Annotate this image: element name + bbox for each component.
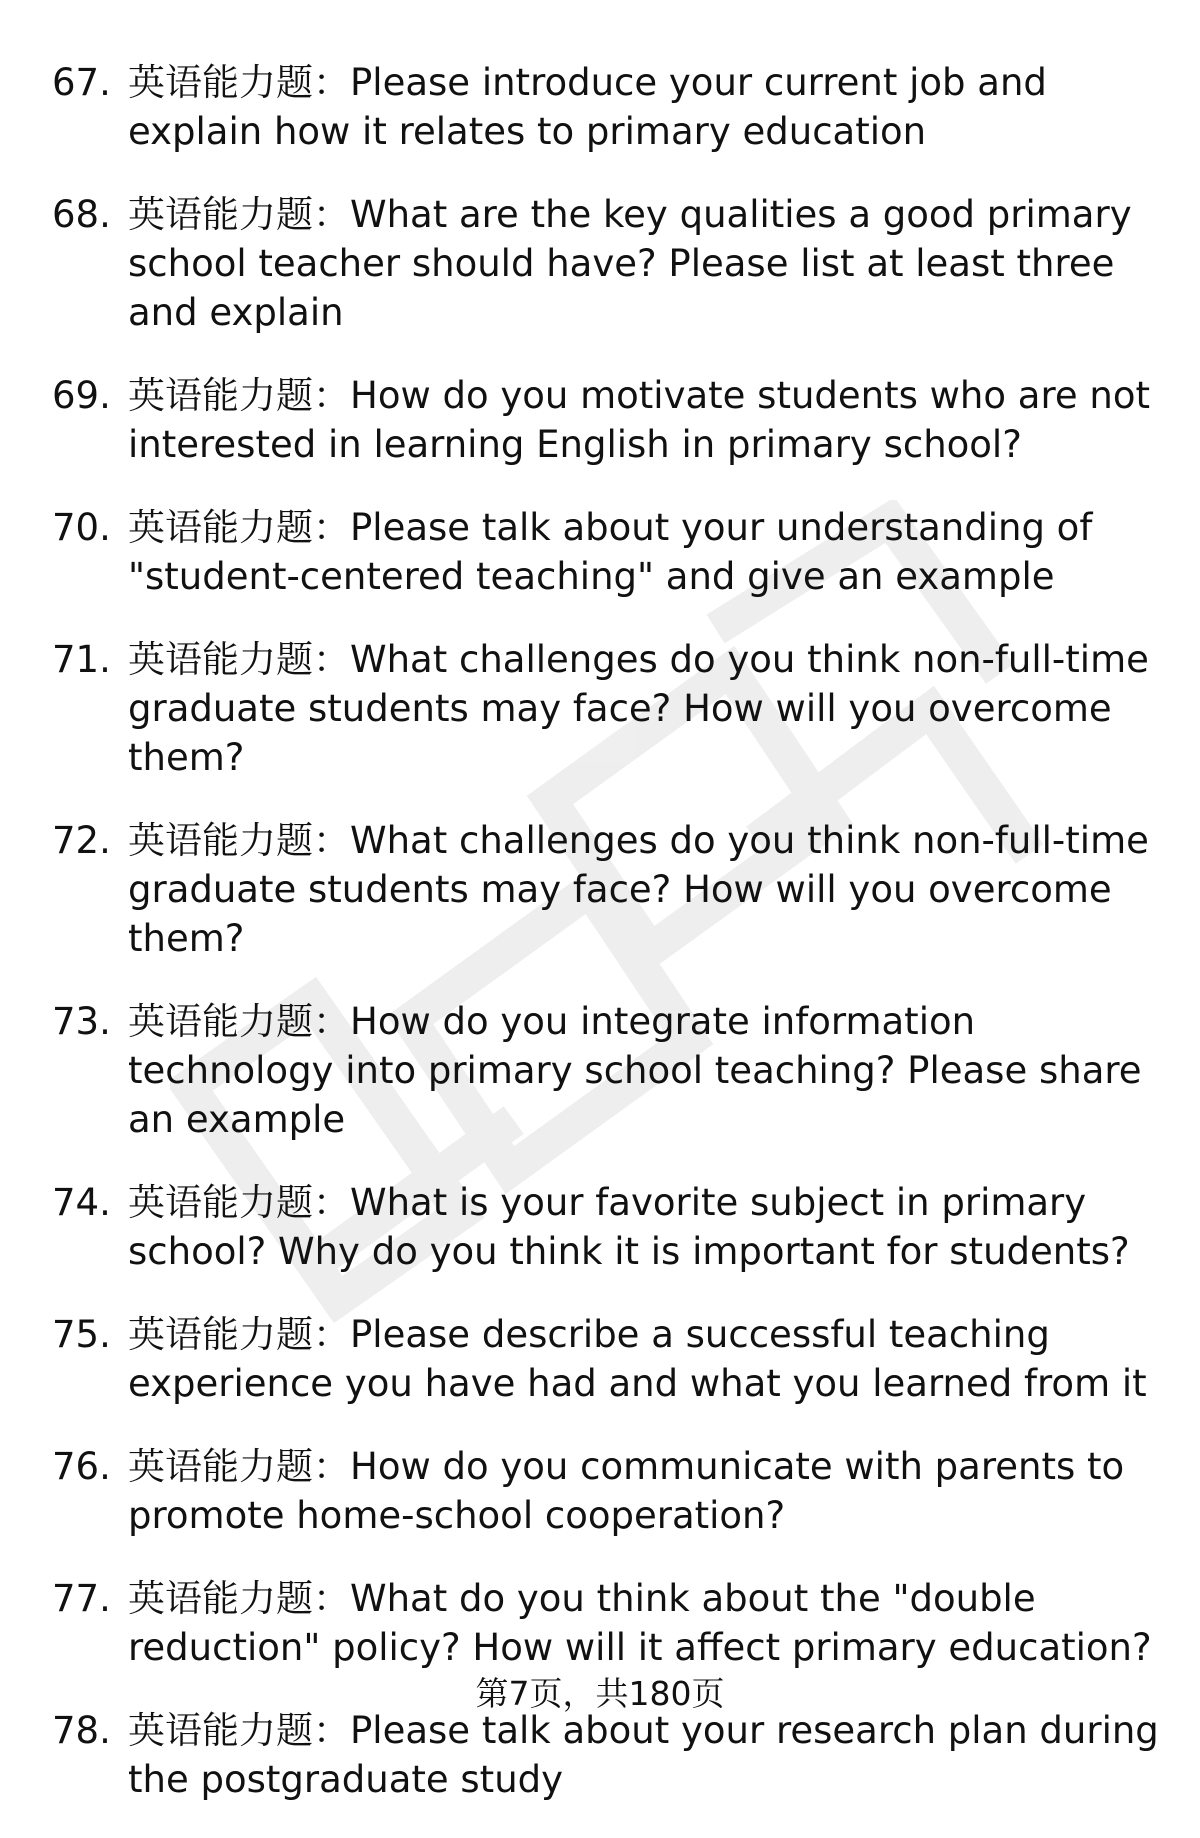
- question-category: 英语能力题：: [128, 819, 350, 862]
- question-number: 71.: [52, 638, 111, 681]
- question-number: 77.: [52, 1577, 111, 1620]
- question-item: [0, 635, 1200, 782]
- question-item: [0, 58, 1200, 156]
- question-text-block: [128, 816, 1168, 963]
- question-number: 76.: [52, 1445, 111, 1488]
- question-text: How do you communicate with parents to promote home-school cooperation?: [128, 1445, 1125, 1537]
- question-category: 英语能力题：: [128, 374, 350, 417]
- question-text: What do you think about the "double reduction" policy? How will it affect primary education?: [128, 1577, 1152, 1669]
- question-item: [0, 371, 1200, 469]
- question-item: [0, 1310, 1200, 1408]
- question-category: 英语能力题：: [128, 1709, 350, 1752]
- question-text-block: [128, 1178, 1168, 1276]
- question-text: What challenges do you think non-full-time graduate students may face? How will you overcome them?: [128, 819, 1149, 960]
- question-number: 78.: [52, 1709, 111, 1752]
- question-category: 英语能力题：: [128, 193, 350, 236]
- question-category: 英语能力题：: [128, 1181, 350, 1224]
- question-text-block: [128, 635, 1168, 782]
- question-number: 73.: [52, 1000, 111, 1043]
- question-number: 69.: [52, 374, 111, 417]
- question-text: How do you integrate information technology into primary school teaching? Please share an example: [128, 1000, 1142, 1141]
- question-number: 72.: [52, 819, 111, 862]
- question-number: 68.: [52, 193, 111, 236]
- question-category: 英语能力题：: [128, 1313, 350, 1356]
- question-text-block: [128, 1706, 1168, 1804]
- question-item: [0, 190, 1200, 337]
- question-item: [0, 1178, 1200, 1276]
- question-text-block: [128, 58, 1168, 156]
- question-text-block: [128, 503, 1168, 601]
- question-category: 英语能力题：: [128, 1577, 350, 1620]
- question-category: 英语能力题：: [128, 638, 350, 681]
- question-text-block: [128, 1574, 1168, 1672]
- question-number: 75.: [52, 1313, 111, 1356]
- question-text: Please talk about your research plan during the postgraduate study: [128, 1709, 1159, 1801]
- question-text: What is your favorite subject in primary school? Why do you think it is important for students?: [128, 1181, 1130, 1273]
- question-item: [0, 1574, 1200, 1672]
- question-text-block: [128, 1310, 1168, 1408]
- question-item: [0, 1442, 1200, 1540]
- question-category: 英语能力题：: [128, 506, 350, 549]
- page-number-footer: 第7页，共180页: [475, 1674, 725, 1713]
- question-category: 英语能力题：: [128, 1445, 350, 1488]
- question-number: 74.: [52, 1181, 111, 1224]
- question-text-block: [128, 371, 1168, 469]
- question-number: 70.: [52, 506, 111, 549]
- question-text: Please introduce your current job and explain how it relates to primary education: [128, 61, 1047, 153]
- question-text: What are the key qualities a good primary school teacher should have? Please list at least three and explain: [128, 193, 1132, 334]
- question-text: Please describe a successful teaching experience you have had and what you learned from it: [128, 1313, 1147, 1405]
- question-item: [0, 816, 1200, 963]
- question-text-block: [128, 997, 1168, 1144]
- question-text: How do you motivate students who are not interested in learning English in primary school?: [128, 374, 1150, 466]
- question-item: [0, 503, 1200, 601]
- question-category: 英语能力题：: [128, 61, 350, 104]
- question-text-block: [128, 190, 1168, 337]
- question-list: [0, 58, 1200, 1838]
- question-category: 英语能力题：: [128, 1000, 350, 1043]
- question-item: [0, 997, 1200, 1144]
- question-text-block: [128, 1442, 1168, 1540]
- question-text: Please talk about your understanding of "student-centered teaching" and give an example: [128, 506, 1093, 598]
- question-item: [0, 1706, 1200, 1804]
- question-text: What challenges do you think non-full-time graduate students may face? How will you overcome them?: [128, 638, 1149, 779]
- question-number: 67.: [52, 61, 111, 104]
